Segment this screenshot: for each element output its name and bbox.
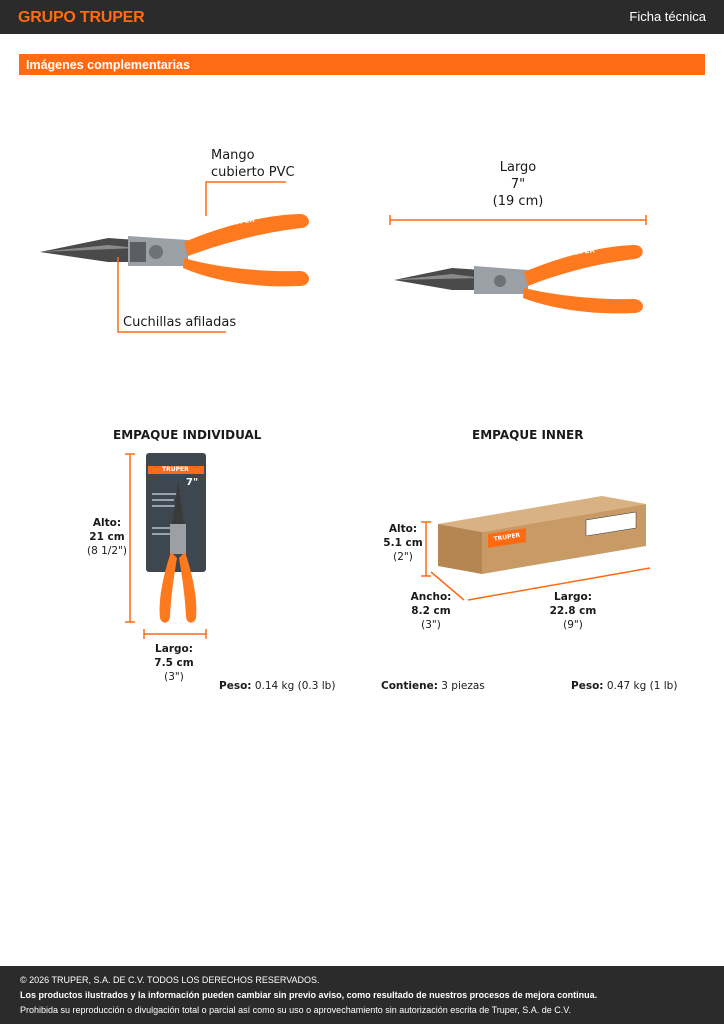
inner-package-title: EMPAQUE INNER: [472, 428, 584, 442]
individual-length-in: (3"): [164, 671, 184, 683]
individual-length-line: [142, 628, 208, 640]
callout-handle: [211, 147, 295, 181]
length-dimension-line: [388, 214, 650, 226]
individual-height-in: (8 1/2"): [87, 545, 127, 557]
inner-length-label: Largo:: [554, 591, 592, 603]
inner-width-cm: 8.2 cm: [411, 605, 451, 617]
length-inches: 7": [510, 177, 526, 192]
footer-copyright: © 2026 TRUPER, S.A. DE C.V. TODOS LOS DERECHOS RESERVADOS.: [20, 975, 320, 985]
individual-weight-value: 0.14 kg (0.3 lb): [254, 680, 336, 692]
inner-box-image: [436, 494, 648, 576]
individual-height-cm: 21 cm: [89, 531, 125, 543]
inner-width-in: (3"): [421, 619, 441, 631]
inner-weight-value: 0.47 kg (1 lb): [606, 680, 678, 692]
footer-notice: Los productos ilustrados y la información pueden cambiar sin previo aviso, como resultado de nuestros procesos de mejora continua.: [20, 990, 598, 1000]
callout-blades-leader: [112, 255, 230, 335]
brand-logo: GRUPO TRUPER: [18, 9, 145, 26]
top-header-bar: [0, 0, 724, 34]
section-title: Imágenes complementarias: [26, 58, 190, 72]
handle-brand-text-right: TRUPER: [563, 246, 596, 258]
card-brand-text: TRUPER: [162, 466, 189, 473]
individual-length-label: Largo:: [155, 643, 193, 655]
handle-brand-text: TRUPER: [223, 215, 256, 228]
document-type-label: Ficha técnica: [629, 9, 706, 24]
inner-weight-label: Peso:: [571, 680, 604, 692]
inner-height-dim: [383, 522, 423, 564]
individual-weight: [219, 680, 335, 692]
inner-width-label: Ancho:: [410, 591, 452, 603]
plier-side-image: [392, 238, 647, 322]
inner-height-cm: 5.1 cm: [383, 537, 423, 549]
individual-package-title: EMPAQUE INDIVIDUAL: [113, 428, 262, 442]
inner-length-cm: 22.8 cm: [549, 605, 597, 617]
footer-bar: [0, 966, 724, 1024]
inner-length-dim: [548, 590, 598, 632]
length-label: Largo: [499, 160, 537, 175]
inner-contents: [381, 680, 485, 692]
inner-length-in: (9"): [563, 619, 583, 631]
individual-length-dim: [144, 642, 204, 684]
length-callout: [468, 159, 568, 210]
inner-weight: [571, 680, 677, 692]
inner-base-lines: [428, 566, 654, 606]
box-brand-text: TRUPER: [493, 531, 521, 543]
callout-handle-line1: Mango: [211, 148, 255, 163]
inner-height-label: Alto:: [388, 523, 418, 535]
callout-blades: Cuchillas afiladas: [123, 315, 237, 330]
individual-height-label: Alto:: [92, 517, 122, 529]
footer-prohibition: Prohibida su reproducción o divulgación total o parcial así como su uso o aprovechamiento sin autorización escrita de Truper, S.A. de C.V.: [20, 1005, 571, 1015]
callout-handle-leader: [200, 180, 290, 220]
section-heading-bar: [19, 54, 705, 75]
callout-handle-line2: cubierto PVC: [211, 165, 295, 180]
blister-plier-image: [150, 478, 206, 626]
card-size-text: 7": [186, 477, 199, 488]
inner-height-in: (2"): [393, 551, 413, 563]
inner-width-dim: [408, 590, 454, 632]
inner-contents-label: Contiene:: [381, 680, 438, 692]
inner-contents-value: 3 piezas: [441, 680, 485, 692]
card-brand-strip: [148, 466, 204, 474]
individual-height-dim: [78, 516, 136, 558]
length-cm: (19 cm): [492, 194, 544, 209]
individual-length-cm: 7.5 cm: [154, 657, 194, 669]
individual-weight-label: Peso:: [219, 680, 252, 692]
